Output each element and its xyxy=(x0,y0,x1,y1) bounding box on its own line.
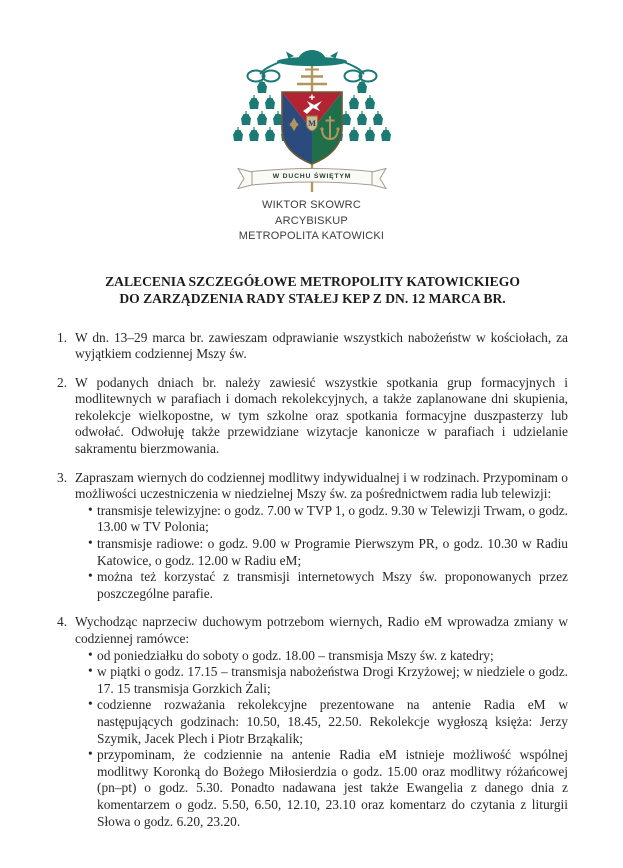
item-bullets xyxy=(75,648,568,831)
coat-of-arms-graphic xyxy=(224,46,400,196)
monogram-letter: M xyxy=(307,117,316,128)
bullet-item xyxy=(75,747,568,830)
item-body xyxy=(75,375,568,458)
bullet-icon: • xyxy=(88,501,93,517)
item-body xyxy=(75,614,568,830)
galero-icon xyxy=(277,50,347,66)
bullet-icon: • xyxy=(88,535,93,551)
title-line-1: ZALECENIA SZCZEGÓŁOWE METROPOLITY KATOWICKIEGO xyxy=(105,273,520,289)
list-item xyxy=(57,330,568,363)
bullet-item xyxy=(75,664,568,697)
item-number: 1. xyxy=(57,329,68,345)
recommendations-list xyxy=(57,330,568,831)
bullet-item xyxy=(75,569,568,602)
bullet-item xyxy=(75,697,568,747)
author-role: METROPOLITA KATOWICKI xyxy=(238,230,385,242)
bullet-icon: • xyxy=(88,663,93,679)
monogram-shield-icon xyxy=(306,116,317,131)
bullet-text: codzienne rozważania rekolekcyjne prezentowane na antenie Radia eM w następujących godzinach: 10.50, 18.45, 22.50. Rekolekcje wygłoszą księża: Jerzy Szymik, Jacek Plech i Piotr Brząkalik; xyxy=(97,697,568,746)
item-text: Wychodząc naprzeciw duchowym potrzebom wiernych, Radio eM wprowadza zmiany w codziennej ramówce: xyxy=(75,614,568,646)
bullet-icon: • xyxy=(88,696,93,712)
document-title xyxy=(57,273,568,307)
bullet-item xyxy=(75,648,568,665)
author-title: ARCYBISKUP xyxy=(275,214,348,227)
bullet-icon: • xyxy=(88,646,93,662)
bullet-text: przypominam, że codziennie na antenie Radia eM istnieje możliwość wspólnej modlitwy Koronką do Bożego Miłosierdzia o godz. 15.00 oraz modlitwy różańcowej (pn–pt) o godz. 5.30. Ponadto nadawana jest także Ewangelia z danego dnia z komentarzem o godz. 5.50, 6.50, 12.10, 23.10 oraz komentarz do czytania z liturgii Słowa o godz. 6.20, 23.20. xyxy=(97,747,568,829)
author-name: WIKTOR SKOWRC xyxy=(262,199,361,211)
letterhead xyxy=(0,198,623,245)
list-item xyxy=(57,470,568,603)
bullet-text: transmisje radiowe: o godz. 9.00 w Programie Pierwszym PR, o godz. 10.30 w Radiu Katowice, o godz. 12.00 w Radiu eM; xyxy=(97,536,568,568)
bullet-text: transmisje telewizyjne: o godz. 7.00 w TVP 1, o godz. 9.30 w Telewizji Trwam, o godz. 13.00 w TV Polonia; xyxy=(97,502,568,535)
bullet-item xyxy=(75,503,568,536)
title-line-2: DO ZARZĄDZENIA RADY STAŁEJ KEP Z DN. 12 MARCA BR. xyxy=(119,290,506,306)
item-number: 3. xyxy=(57,469,68,485)
item-text: W dn. 13–29 marca br. zawieszam odprawianie wszystkich nabożeństw w kościołach, za wyjątkiem codziennej Mszy św. xyxy=(75,329,568,362)
coat-of-arms xyxy=(224,46,400,196)
list-item xyxy=(57,614,568,830)
bullet-icon: • xyxy=(88,568,93,584)
item-bullets xyxy=(75,503,568,603)
item-body xyxy=(75,330,568,363)
bullet-text: od poniedziałku do soboty o godz. 18.00 – transmisja Mszy św. z katedry; xyxy=(97,647,494,663)
motto-text: W DUCHU ŚWIĘTYM xyxy=(272,172,351,180)
bullet-icon: • xyxy=(88,746,93,762)
bullet-text: można też korzystać z transmisji internetowych Mszy św. proponowanych przez poszczególne parafie. xyxy=(97,569,568,601)
list-item xyxy=(57,375,568,458)
item-number: 2. xyxy=(57,374,68,390)
item-text: Zapraszam wiernych do codziennej modlitwy indywidualnej i w rodzinach. Przypominam o możliwości uczestniczenia w niedzielnej Mszy św. za pośrednictwem radia lub telewizji: xyxy=(75,469,568,502)
bullet-text: w piątki o godz. 17.15 – transmisja nabożeństwa Drogi Krzyżowej; w niedziele o godz. 17. 15 transmisja Gorzkich Żali; xyxy=(97,664,568,696)
item-text: W podanych dniach br. należy zawiesić wszystkie spotkania grup formacyjnych i modlitewnych w parafiach i domach rekolekcyjnych, a także zaplanowane dni skupienia, rekolekcje wielkopostne, w tym szkolne oraz spotkania formacyjne duszpasterzy lub odwołać. Odwołuję także przewidziane wizytacje kanonicze w parafiach i udzielanie sakramentu bierzmowania. xyxy=(75,374,568,457)
shield-icon xyxy=(282,92,342,164)
bullet-item xyxy=(75,536,568,569)
item-number: 4. xyxy=(57,614,68,630)
item-body xyxy=(75,470,568,603)
